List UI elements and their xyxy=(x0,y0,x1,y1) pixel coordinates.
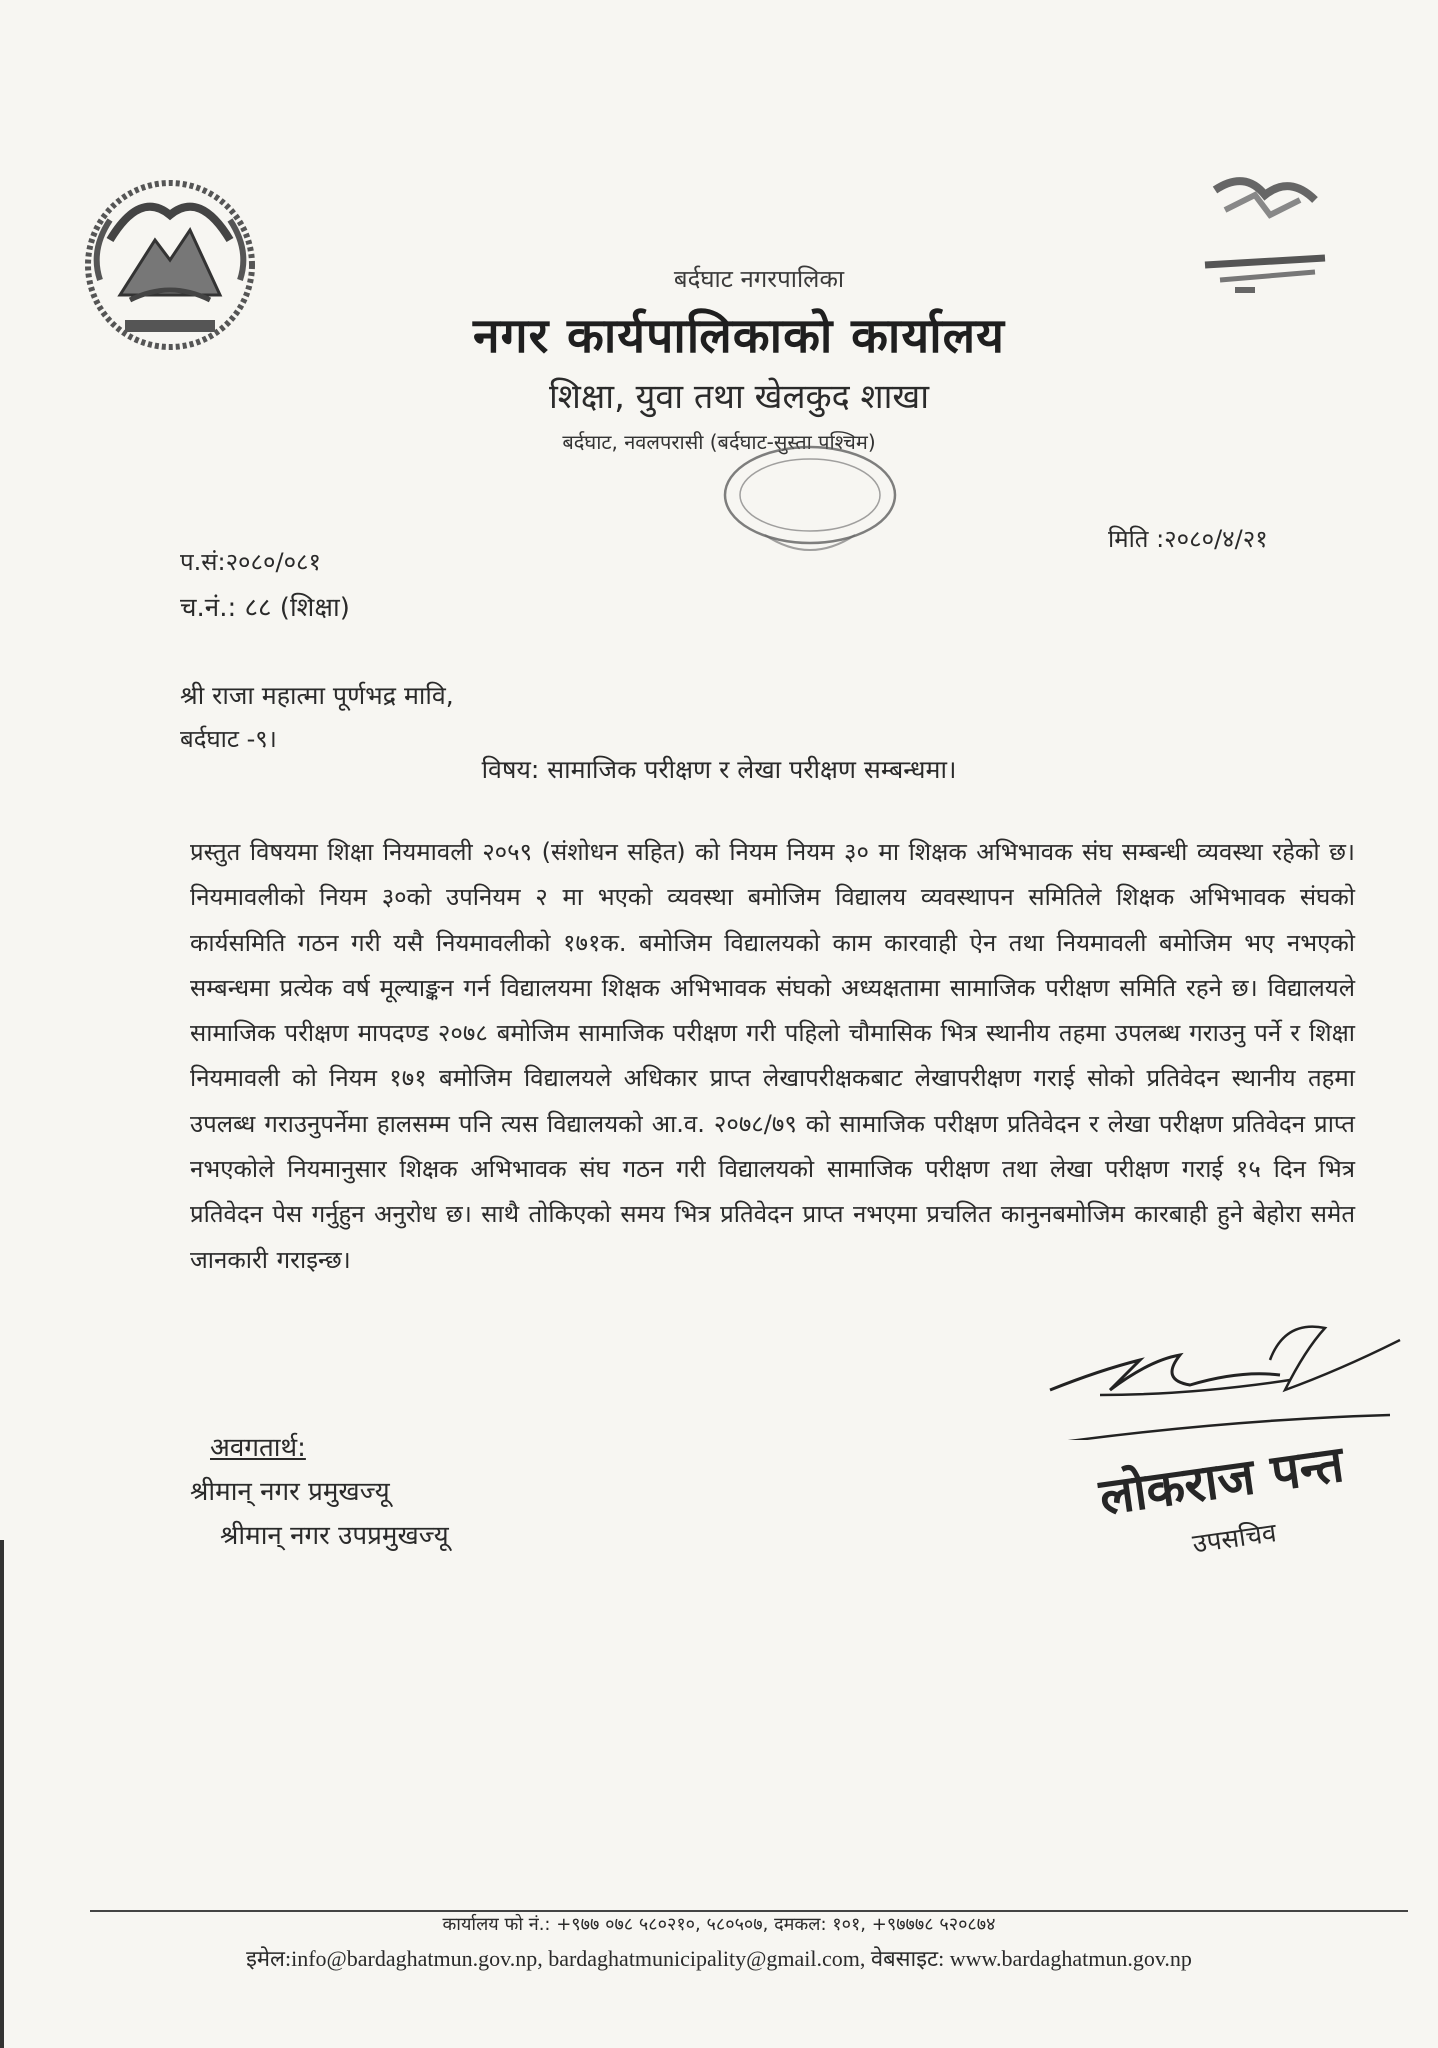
signatory-title: उपसचिव xyxy=(1190,1518,1279,1560)
reference-number: प.सं:२०८०/०८१ xyxy=(180,548,322,576)
cc-label: अवगतार्थ: xyxy=(210,1433,306,1463)
dispatch-number: च.नं.: ८८ (शिक्षा) xyxy=(180,593,350,623)
handwritten-signature xyxy=(1040,1300,1420,1440)
letter-date: मिति :२०८०/४/२१ xyxy=(1108,525,1268,553)
branch-name: शिक्षा, युवा तथा खेलकुद शाखा xyxy=(548,377,930,417)
recipient-name: श्री राजा महात्मा पूर्णभद्र मावि, xyxy=(180,681,454,710)
cc-item: श्रीमान् नगर प्रमुखज्यू xyxy=(190,1477,390,1507)
cc-item: श्रीमान् नगर उपप्रमुखज्यू xyxy=(220,1521,449,1551)
scan-edge xyxy=(0,1540,4,2048)
footer-phone: कार्यालय फो नं.: +९७७ ०७८ ५८०२१०, ५८०५०७, दमकल: १०१, +९७७७८ ५२०८७४ xyxy=(442,1914,996,1935)
signatory-name: लोकराज पन्त xyxy=(1095,1434,1348,1527)
letter-body: प्रस्तुत विषयमा शिक्षा नियमावली २०५९ (संशोधन सहित) को नियम नियम ३० मा शिक्षक अभिभावक संघ सम्बन्धी व्यवस्था रहेको छ। नियमावलीको नियम ३०को उपनियम २ मा भएको व्यवस्था बमोजिम विद्यालय व्यवस्थापन समितिले शिक्षक अभिभावक संघको कार्यसमिति गठन गरी यसै नियमावलीको १७१क. बमोजिम विद्यालयको काम कारवाही ऐन तथा नियमावली बमोजिम भए नभएको सम्बन्धमा प्रत्येक वर्ष मूल्याङ्कन गर्न विद्यालयमा शिक्षक अभिभावक संघको अध्यक्षतामा सामाजिक परीक्षण समिति रहने छ। विद्यालयले सामाजिक परीक्षण मापदण्ड २०७८ बमोजिम सामाजिक परीक्षण गरी पहिलो चौमासिक भित्र स्थानीय तहमा उपलब्ध गराउनु पर्ने र शिक्षा नियमावली को नियम १७१ बमोजिम विद्यालयले अधिकार प्राप्त लेखापरीक्षकबाट लेखापरीक्षण गराई सोको प्रतिवेदन स्थानीय तहमा उपलब्ध गराउनुपर्नेमा हालसम्म पनि त्यस विद्यालयको आ.व. २०७८/७९ को सामाजिक परीक्षण प्रतिवेदन र लेखा परीक्षण प्रतिवेदन प्राप्त नभएकोले नियमानुसार शिक्षक अभिभावक संघ गठन गरी विद्यालयको सामाजिक परीक्षण तथा लेखा परीक्षण गराई १५ दिन भित्र प्रतिवेदन पेस गर्नुहुन अनुरोध छ। साथै तोकिएको समय भित्र प्रतिवेदन प्राप्त नभएमा प्रचलित कानुनबमोजिम कारबाही हुने बेहोरा समेत जानकारी गराइन्छ। xyxy=(190,838,1355,1274)
letter-subject: विषय: सामाजिक परीक्षण र लेखा परीक्षण सम्बन्धमा। xyxy=(481,755,957,784)
municipality-name: बर्दघाट नगरपालिका xyxy=(673,265,845,293)
footer-contact: इमेल:info@bardaghatmun.gov.np, bardaghatmunicipality@gmail.com, वेबसाइट: www.bardaghatmun.gov.np xyxy=(246,1946,1192,1971)
office-address: बर्दघाट, नवलपरासी (बर्दघाट-सुस्ता पश्चिम) xyxy=(562,430,876,454)
recipient-address: बर्दघाट -९। xyxy=(180,725,277,753)
official-stamp xyxy=(690,440,930,570)
office-title: नगर कार्यपालिकाको कार्यालय xyxy=(472,308,1006,364)
